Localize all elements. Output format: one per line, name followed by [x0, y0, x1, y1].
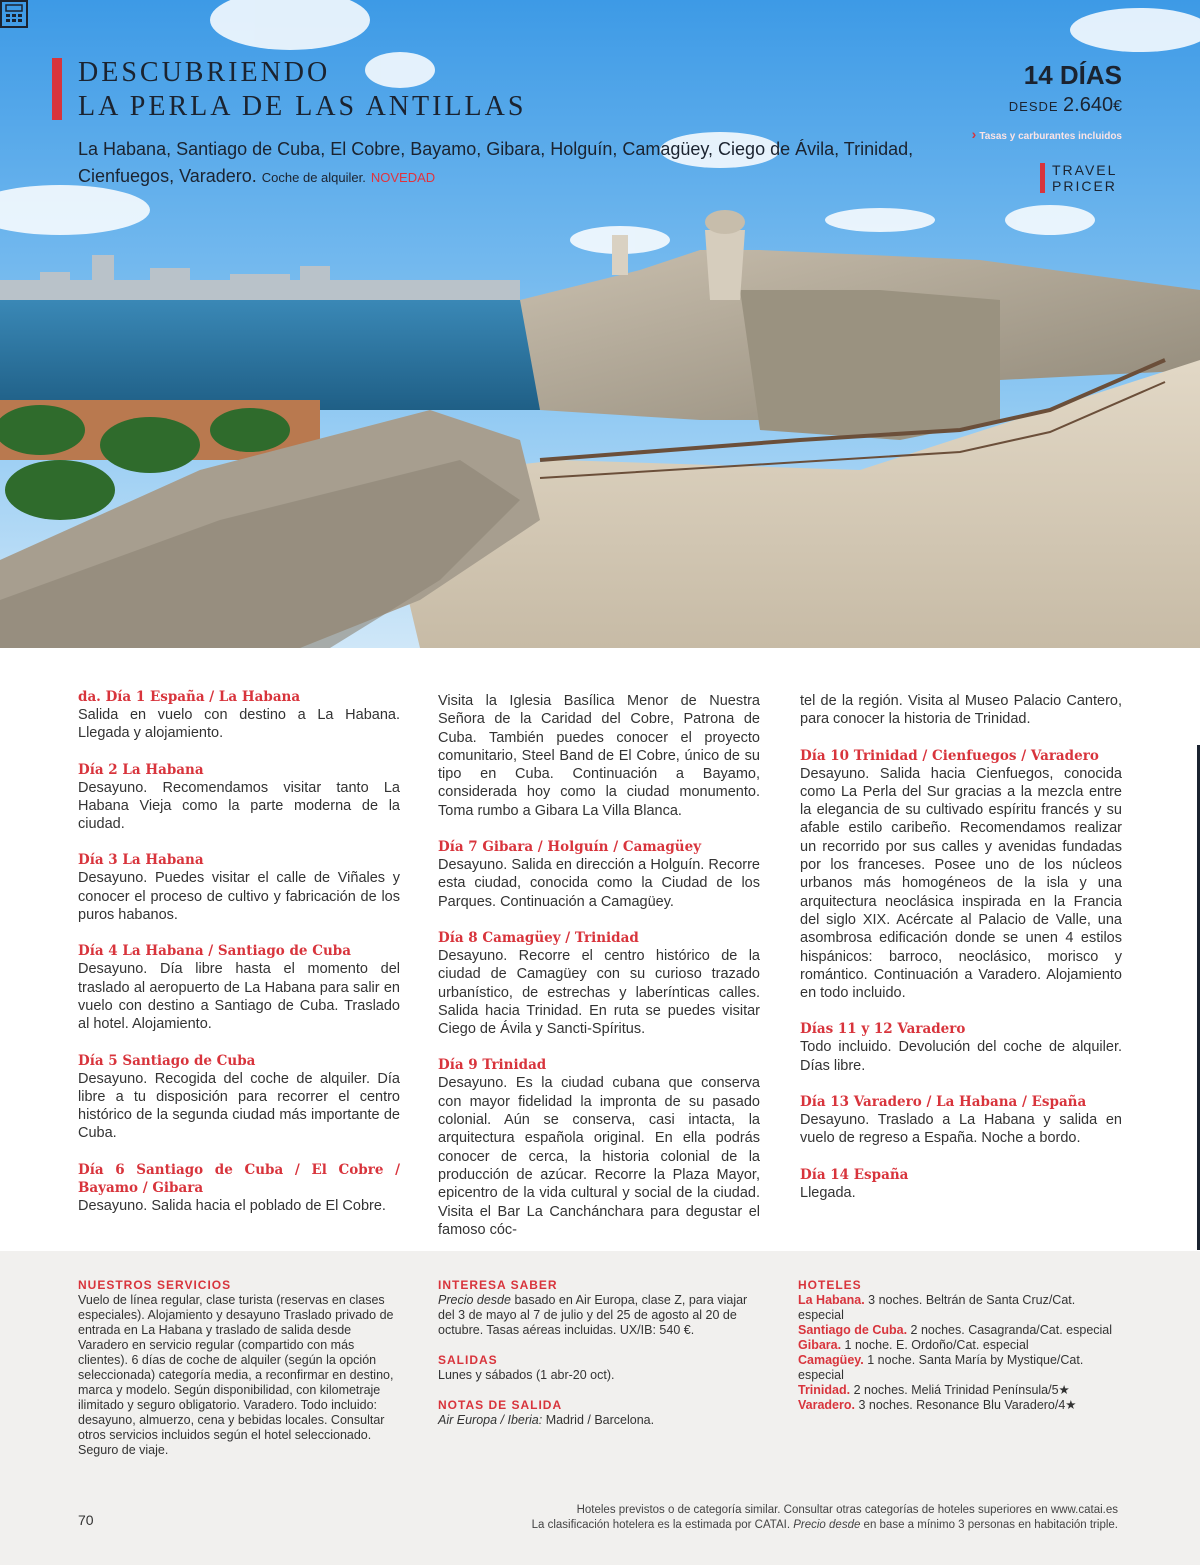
- car-rental-label: Coche de alquiler.: [261, 170, 366, 185]
- hotel-item: [798, 1398, 1123, 1413]
- page-title: [78, 56, 526, 124]
- itinerary-day: [78, 761, 400, 834]
- notas-italic: Air Europa / Iberia:: [438, 1413, 543, 1427]
- day-heading: Días 11 y 12 Varadero: [800, 1021, 966, 1038]
- travel-pricer-logo: [1052, 162, 1117, 194]
- hotel-item: [798, 1383, 1123, 1398]
- services-heading: NUESTROS SERVICIOS: [78, 1278, 232, 1292]
- footer-note-line-2: [478, 1518, 1118, 1533]
- hotel-city: Varadero.: [798, 1398, 855, 1412]
- interesa-text: [438, 1293, 763, 1338]
- notas-body: Madrid / Barcelona.: [542, 1413, 655, 1427]
- itinerary-day: [438, 692, 760, 820]
- day-heading: Día 5 Santiago de Cuba: [78, 1052, 256, 1069]
- hotel-item: [798, 1323, 1123, 1338]
- itinerary-day: [78, 688, 400, 743]
- itinerary-day: [800, 747, 1122, 1003]
- services-text: Vuelo de línea regular, clase turista (reservas en clases especiales). Alojamiento y desayuno Traslado privado de entrada en La Habana y traslado de salida desde Varadero en servicio regular (compartido con más clientes). 6 días de coche de alquiler (según la opción seleccionada) categoría media, a reconfirmar en destino, marca y modelo. Según disponibilidad, con kilometraje ilimitado y seguro obligatorio. Varadero. Todo incluido: desayuno, almuerzo, cena y bebidas locales. Consultar otros servicios incluidos según el hotel seleccionado. Seguro de viaje.: [78, 1293, 394, 1457]
- hotel-detail: 3 noches. Resonance Blu Varadero/4★: [854, 1398, 1077, 1412]
- travel-pricer-line-1: TRAVEL: [1052, 162, 1118, 178]
- day-heading: Día 8 Camagüey / Trinidad: [438, 929, 639, 946]
- interesa-section: [438, 1278, 763, 1338]
- day-heading: Día 9 Trinidad: [438, 1057, 547, 1074]
- interesa-italic: Precio desde: [438, 1293, 511, 1307]
- hotels-column: [798, 1278, 1123, 1413]
- day-text: Desayuno. Puedes visitar el calle de Viñales y conocer el proceso de cultivo y fabricación de los puros habanos.: [78, 870, 400, 924]
- day-heading: Día 7 Gibara / Holguín / Camagüey: [438, 839, 702, 856]
- notas-heading: NOTAS DE SALIDA: [438, 1398, 563, 1412]
- day-text: tel de la región. Visita al Museo Palacio Cantero, para conocer la historia de Trinidad.: [800, 693, 1122, 728]
- salidas-heading: SALIDAS: [438, 1353, 498, 1367]
- day-text: Desayuno. Es la ciudad cubana que conserva con mayor fidelidad la impronta de su pasado colonial. Aún se conserva, casi intacta, la arquitectura española original. En ella podrás conocer de cerca, la historia colonial de la producción de azúcar. Recorre la Plaza Mayor, epicentro de la vida cultural y social de la ciudad. Visita el Bar La Canchánchara para degustar el famoso cóc-: [438, 1075, 760, 1238]
- itinerary-day: [78, 1161, 400, 1215]
- itinerary-day: [800, 1020, 1122, 1075]
- details-column: [438, 1278, 763, 1443]
- title-line-1: DESCUBRIENDO: [78, 57, 331, 88]
- services-column: [78, 1278, 403, 1473]
- itinerary-column-2: [438, 692, 760, 1257]
- day-heading: Día 14 España: [800, 1166, 909, 1183]
- itinerary-day: [800, 692, 1122, 729]
- hotel-detail: 1 noche. E. Ordoño/Cat. especial: [841, 1338, 1029, 1352]
- taxes-note: [972, 126, 1122, 142]
- travel-pricer-accent: [1040, 163, 1045, 193]
- hotel-city: La Habana.: [798, 1293, 865, 1307]
- hotels-heading: HOTELES: [798, 1278, 862, 1292]
- footer-note-line-1: Hoteles previstos o de categoría similar. Consultar otras categorías de hoteles superiores en www.catai.es: [576, 1504, 1118, 1516]
- hotel-city: Gibara.: [798, 1338, 842, 1352]
- hero-image: [0, 0, 1200, 648]
- itinerary-column-3: [800, 692, 1122, 1220]
- title-line-2: LA PERLA DE LAS ANTILLAS: [78, 91, 527, 122]
- itinerary-column-1: [78, 688, 400, 1233]
- salidas-text: Lunes y sábados (1 abr-20 oct).: [438, 1368, 615, 1382]
- day-text: Todo incluido. Devolución del coche de alquiler. Días libre.: [800, 1039, 1122, 1074]
- itinerary-day: [438, 838, 760, 911]
- services-section: [78, 1278, 403, 1458]
- notas-text: [438, 1413, 763, 1428]
- itinerary-day: [78, 851, 400, 924]
- taxes-text: Tasas y carburantes incluidos: [979, 131, 1122, 142]
- travel-pricer-line-2: PRICER: [1052, 178, 1117, 194]
- day-heading: Día 3 La Habana: [78, 852, 204, 869]
- footer-note: [478, 1503, 1118, 1533]
- price-currency: €: [1113, 98, 1122, 115]
- day-text: Salida en vuelo con destino a La Habana. Llegada y alojamiento.: [78, 707, 400, 742]
- day-text: Desayuno. Día libre hasta el momento del traslado al aeropuerto de La Habana para salir en vuelo con destino a Santiago de Cuba. Traslado al hotel. Alojamiento.: [78, 961, 400, 1033]
- price-amount: 2.640: [1063, 94, 1114, 116]
- day-text: Desayuno. Salida en dirección a Holguín. Recorre esta ciudad, conocida como la Ciudad de los Parques. Continuación a Camagüey.: [438, 857, 760, 910]
- day-heading: Día 13 Varadero / La Habana / España: [800, 1094, 1087, 1111]
- salidas-section: [438, 1353, 763, 1383]
- day-text: Visita la Iglesia Basílica Menor de Nuestra Señora de la Caridad del Cobre, Patrona de Cuba. También puedes conocer el proyecto comunitario, Steel Band de El Cobre, único de su tipo en Cuba. Continuación a Bayamo, considerada hoy como la ciudad monumento. Toma rumbo a Gibara La Villa Blanca.: [438, 693, 760, 819]
- new-badge: NOVEDAD: [370, 170, 436, 185]
- hotel-city: Camagüey.: [798, 1353, 864, 1367]
- day-heading: da. Día 1 España / La Habana: [78, 689, 301, 705]
- day-text: Desayuno. Salida hacia Cienfuegos, conocida como La Perla del Sur gracias a la mezcla entre la elegancia de su cultivado espíritu francés y su afable estilo caribeño. Recomendamos realizar un recorrido por sus calles y avenidas fundadas por los franceses. Posee uno de los núcleos urbanos más homogéneos de la isla y una arquitectura neoclásica inspirada en la Francia del siglo XIX. Acércate al Palacio de Valle, una asombrosa edificación donde se unen 4 estilos hispánicos: barroco, neoclásico, morisco y romántico. Continuación a Varadero. Alojamiento en todo incluido.: [800, 765, 1122, 1002]
- hotel-detail: 1 noche. Santa María by Mystique/Cat. especial: [798, 1353, 1084, 1382]
- page-number: 70: [78, 1512, 94, 1528]
- day-text: Desayuno. Recomendamos visitar tanto La Habana Vieja como la parte moderna de la ciudad.: [78, 779, 400, 833]
- day-text: Desayuno. Traslado a La Habana y salida en vuelo de regreso a España. Noche a bordo.: [800, 1112, 1122, 1147]
- day-text: Llegada.: [800, 1184, 856, 1201]
- itinerary-day: [438, 929, 760, 1038]
- footer-note-2-italic: Precio desde: [793, 1519, 861, 1531]
- interesa-heading: INTERESA SABER: [438, 1278, 558, 1292]
- hotel-city: Santiago de Cuba.: [798, 1323, 908, 1337]
- notas-section: [438, 1398, 763, 1428]
- hotel-city: Trinidad.: [798, 1383, 851, 1397]
- route-subtitle: [78, 136, 928, 191]
- itinerary-day: [800, 1166, 1122, 1202]
- calculator-icon: [0, 0, 28, 28]
- day-text: Desayuno. Salida hacia el poblado de El Cobre.: [78, 1197, 386, 1214]
- day-heading: Día 4 La Habana / Santiago de Cuba: [78, 943, 351, 960]
- hotel-item: [798, 1338, 1123, 1353]
- itinerary-day: [438, 1056, 760, 1239]
- hotel-detail: 2 noches. Meliá Trinidad Península/5★: [850, 1383, 1070, 1397]
- title-accent-bar: [52, 58, 62, 120]
- day-text: Desayuno. Recorre el centro histórico de la ciudad de Camagüey con su curioso trazado urbanístico, de estrechas y laberínticas calles. Salida hacia Trinidad. En ruta se puedes visitar Ciego de Ávila y Sancti-Spíritus.: [438, 947, 760, 1038]
- trip-duration: 14 DÍAS: [1023, 60, 1122, 90]
- price-prefix: DESDE: [1008, 99, 1059, 114]
- footer-note-2b: en base a mínimo 3 personas en habitación triple.: [860, 1519, 1118, 1531]
- itinerary-day: [78, 942, 400, 1033]
- price-block: [1009, 94, 1122, 117]
- chevron-right-icon: ›: [971, 126, 977, 142]
- route-places: La Habana, Santiago de Cuba, El Cobre, Bayamo, Gibara, Holguín, Camagüey, Ciego de Ávila, Trinidad, Cienfuegos, Varadero.: [78, 139, 914, 186]
- hotel-detail: 2 noches. Casagranda/Cat. especial: [907, 1323, 1113, 1337]
- itinerary-day: [78, 1052, 400, 1143]
- day-heading: Día 2 La Habana: [78, 761, 204, 778]
- day-text: Desayuno. Recogida del coche de alquiler. Día libre a tu disposición para recorrer el centro histórico de la segunda ciudad más importante de Cuba.: [78, 1070, 400, 1142]
- hotel-item: [798, 1353, 1123, 1383]
- day-heading: Día 6 Santiago de Cuba / El Cobre / Bayamo / Gibara: [78, 1161, 400, 1196]
- day-heading: Día 10 Trinidad / Cienfuegos / Varadero: [800, 747, 1099, 764]
- hotel-detail: 3 noches. Beltrán de Santa Cruz/Cat. especial: [798, 1293, 1076, 1322]
- interesa-body: basado en Air Europa, clase Z, para viajar del 3 de mayo al 7 de julio y del 25 de agosto al 20 de octubre. Tasas aéreas incluidas. UX/IB: 540 €.: [438, 1293, 748, 1337]
- hotel-item: [798, 1293, 1123, 1323]
- footer-note-2a: La clasificación hotelera es la estimada por CATAI.: [531, 1519, 794, 1531]
- itinerary-day: [800, 1093, 1122, 1148]
